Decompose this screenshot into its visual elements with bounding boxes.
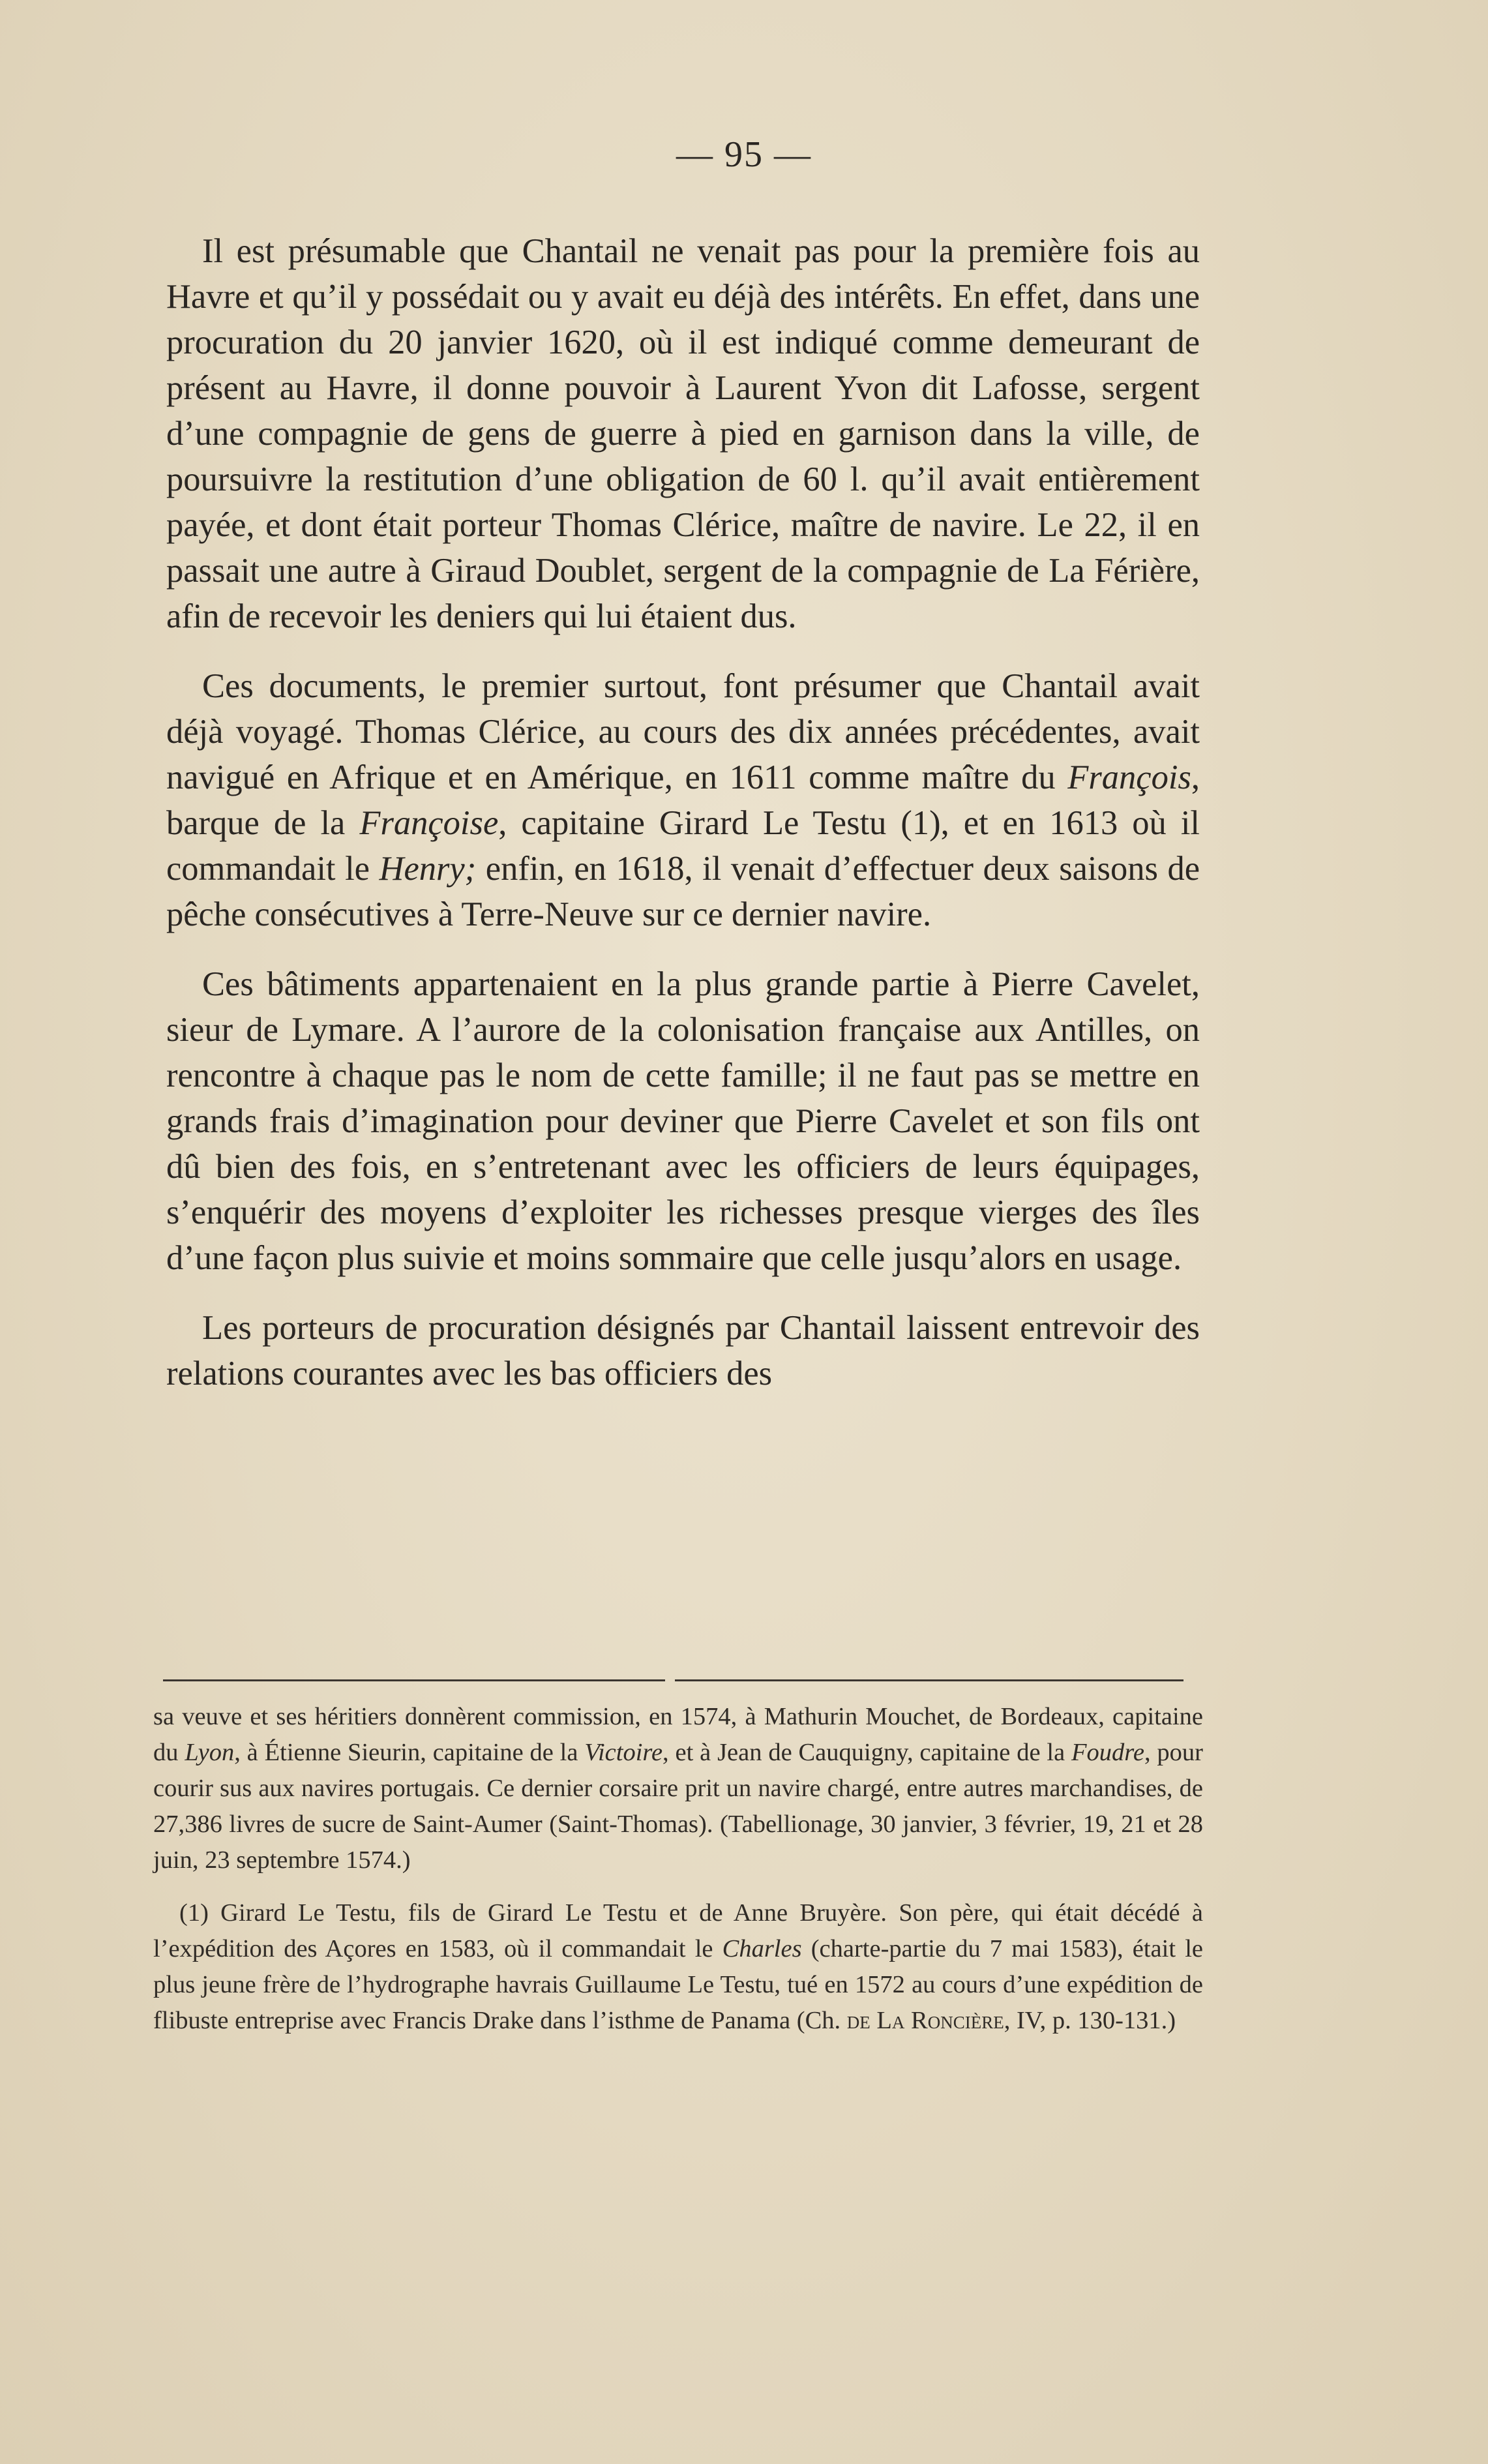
main-text: [166, 228, 1200, 1420]
footnote-separator-right: [675, 1679, 1183, 1681]
footnotes: [153, 1699, 1203, 2056]
paragraph-2-part-4: enfin, en 1618, il venait d’effectuer deux saisons de pêche consécutives à Terre-Neuve sur ce dernier navire.: [166, 850, 1200, 933]
paragraph-1: Il est présumable que Chantail ne venait pas pour la première fois au Havre et qu’il y possédait ou y avait eu déjà des intérêts. En effet, dans une procuration du 20 janvier 1620, où il est indiqué comme demeurant de présent au Havre, il donne pouvoir à Laurent Yvon dit Lafosse, sergent d’une compagnie de gens de guerre à pied en garnison dans la ville, de poursuivre la restitution d’une obligation de 60 l. qu’il avait entièrement payée, et dont était porteur Thomas Clérice, maître de navire. Le 22, il en passait une autre à Giraud Doublet, sergent de la compagnie de La Férière, afin de recevoir les deniers qui lui étaient dus.: [166, 232, 1200, 635]
footnote-1: [153, 1895, 1203, 2039]
footnote-continued: [153, 1699, 1203, 1878]
page-number: — 95 —: [676, 134, 812, 175]
ship-name-francoise: Françoise: [359, 804, 499, 842]
ship-name-francois: François: [1067, 759, 1191, 796]
ship-name-victoire: Victoire: [584, 1739, 663, 1766]
footnote-1-part-1: (1) Girard Le Testu, fils de Girard Le Testu et de Anne Bruyère. Son père, qui était décédé à l’expédition des Açores en 1583, où il commandait le: [153, 1899, 1203, 1962]
footnote-continued-part-3: , et à Jean de Cauquigny, capitaine de la: [662, 1739, 1072, 1766]
paragraph-4: Les porteurs de procuration désignés par Chantail laissent entrevoir des relations courantes avec les bas officiers des: [166, 1309, 1200, 1392]
footnote-continued-part-2: , à Étienne Sieurin, capitaine de la: [234, 1739, 585, 1766]
paragraph-2-part-1: Ces documents, le premier surtout, font présumer que Chantail avait déjà voyagé. Thomas Clérice, au cours des dix années précédentes, avait navigué en Afrique et en Amérique, en 1611 comme maître du: [166, 667, 1200, 796]
paragraph-2-part-2: , barque de la: [166, 759, 1200, 842]
footnote-continued-part-1: sa veuve et ses héritiers donnèrent commission, en 1574, à Mathurin Mouchet, de Bordeaux, capitaine du: [153, 1703, 1203, 1766]
paragraph-3: Ces bâtiments appartenaient en la plus grande partie à Pierre Cavelet, sieur de Lymare. A l’aurore de la colonisation française aux Antilles, on rencontre à chaque pas le nom de cette famille; il ne faut pas se mettre en grands frais d’imagination pour deviner que Pierre Cavelet et son fils ont dû bien des fois, en s’entretenant avec les officiers de leurs équipages, s’enquérir des moyens d’exploiter les richesses presque vierges des îles d’une façon plus suivie et moins sommaire que celle jusqu’alors en usage.: [166, 965, 1200, 1277]
ship-name-henry: Henry;: [379, 850, 477, 888]
footnote-1-part-2: (charte-partie du 7 mai 1583), était le plus jeune frère de l’hydrographe havrais Guillaume Le Testu, tué en 1572 au cours d’une expédition de flibuste entreprise avec Francis Drake dans l’isthme de Panama (Ch.: [153, 1935, 1203, 2034]
ship-name-foudre: Foudre: [1071, 1739, 1144, 1766]
ship-name-charles: Charles: [722, 1935, 802, 1962]
ship-name-lyon: Lyon: [185, 1739, 235, 1766]
footnote-separator-left: [163, 1679, 665, 1681]
author-name: de La Roncière: [846, 2007, 1004, 2034]
footnote-continued-part-4: , pour courir sus aux navires portugais. Ce dernier corsaire prit un navire chargé, entre autres marchandises, de 27,386 livres de sucre de Saint-Aumer (Saint-Thomas). (Tabellionage, 30 janvier, 3 février, 19, 21 et 28 juin, 23 septembre 1574.): [153, 1739, 1203, 1874]
footnote-1-part-3: , IV, p. 130-131.): [1004, 2007, 1176, 2034]
paragraph-2-part-3: , capitaine Girard Le Testu (1), et en 1613 où il commandait le: [166, 804, 1200, 888]
paragraph-2: [166, 663, 1200, 937]
